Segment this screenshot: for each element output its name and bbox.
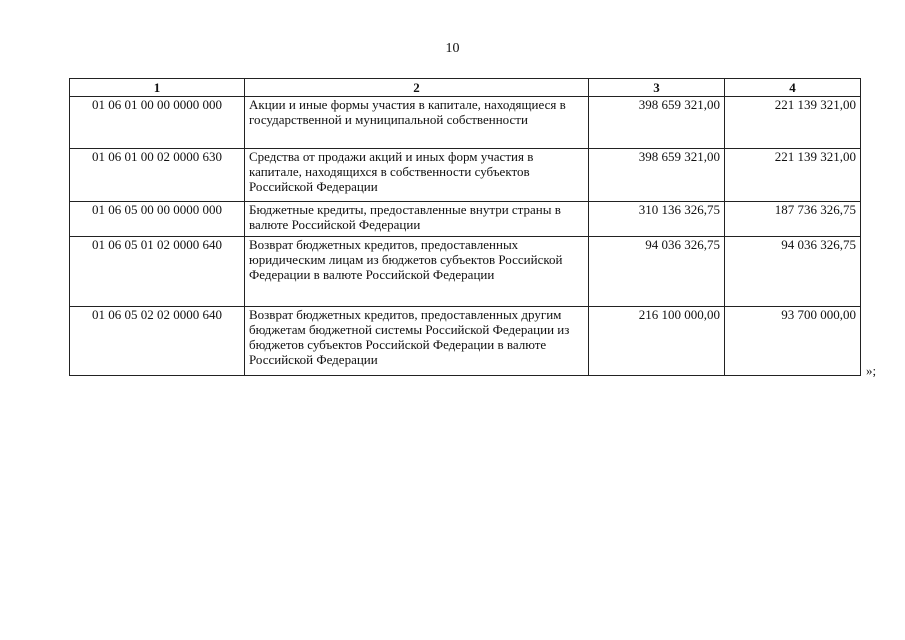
budget-code-cell: 01 06 05 00 00 0000 000 (70, 202, 245, 237)
table-header-row (70, 79, 861, 97)
amount-column-4-cell: 221 139 321,00 (725, 149, 861, 202)
table-row (70, 307, 861, 376)
item-name-cell: Возврат бюджетных кредитов, предоставленных юридическим лицам из бюджетов субъектов Российской Федерации в валюте Российской Федерации (245, 237, 589, 307)
table-row (70, 149, 861, 202)
budget-code-cell: 01 06 05 01 02 0000 640 (70, 237, 245, 307)
column-header-3: 3 (589, 79, 725, 97)
budget-code-cell: 01 06 01 00 00 0000 000 (70, 97, 245, 149)
item-name-cell: Бюджетные кредиты, предоставленные внутри страны в валюте Российской Федерации (245, 202, 589, 237)
item-name-cell: Акции и иные формы участия в капитале, находящиеся в государственной и муниципальной собственности (245, 97, 589, 149)
page-number: 10 (445, 41, 460, 56)
table-row (70, 202, 861, 237)
table-row (70, 237, 861, 307)
amount-column-3-cell: 216 100 000,00 (589, 307, 725, 376)
amount-column-4-cell: 93 700 000,00 (725, 307, 861, 376)
budget-sources-table (69, 78, 861, 376)
amount-column-3-cell: 398 659 321,00 (589, 149, 725, 202)
amount-column-3-cell: 398 659 321,00 (589, 97, 725, 149)
amount-column-3-cell: 310 136 326,75 (589, 202, 725, 237)
amount-column-4-cell: 94 036 326,75 (725, 237, 861, 307)
budget-code-cell: 01 06 05 02 02 0000 640 (70, 307, 245, 376)
closing-quote-mark: »; (866, 363, 877, 378)
item-name-cell: Средства от продажи акций и иных форм участия в капитале, находящихся в собственности субъектов Российской Федерации (245, 149, 589, 202)
amount-column-4-cell: 221 139 321,00 (725, 97, 861, 149)
column-header-1: 1 (70, 79, 245, 97)
column-header-4: 4 (725, 79, 861, 97)
table-row (70, 97, 861, 149)
amount-column-4-cell: 187 736 326,75 (725, 202, 861, 237)
budget-code-cell: 01 06 01 00 02 0000 630 (70, 149, 245, 202)
amount-column-3-cell: 94 036 326,75 (589, 237, 725, 307)
item-name-cell: Возврат бюджетных кредитов, предоставленных другим бюджетам бюджетной системы Российской Федерации из бюджетов субъектов Российской Федерации в валюте Российской Федерации (245, 307, 589, 376)
column-header-2: 2 (245, 79, 589, 97)
